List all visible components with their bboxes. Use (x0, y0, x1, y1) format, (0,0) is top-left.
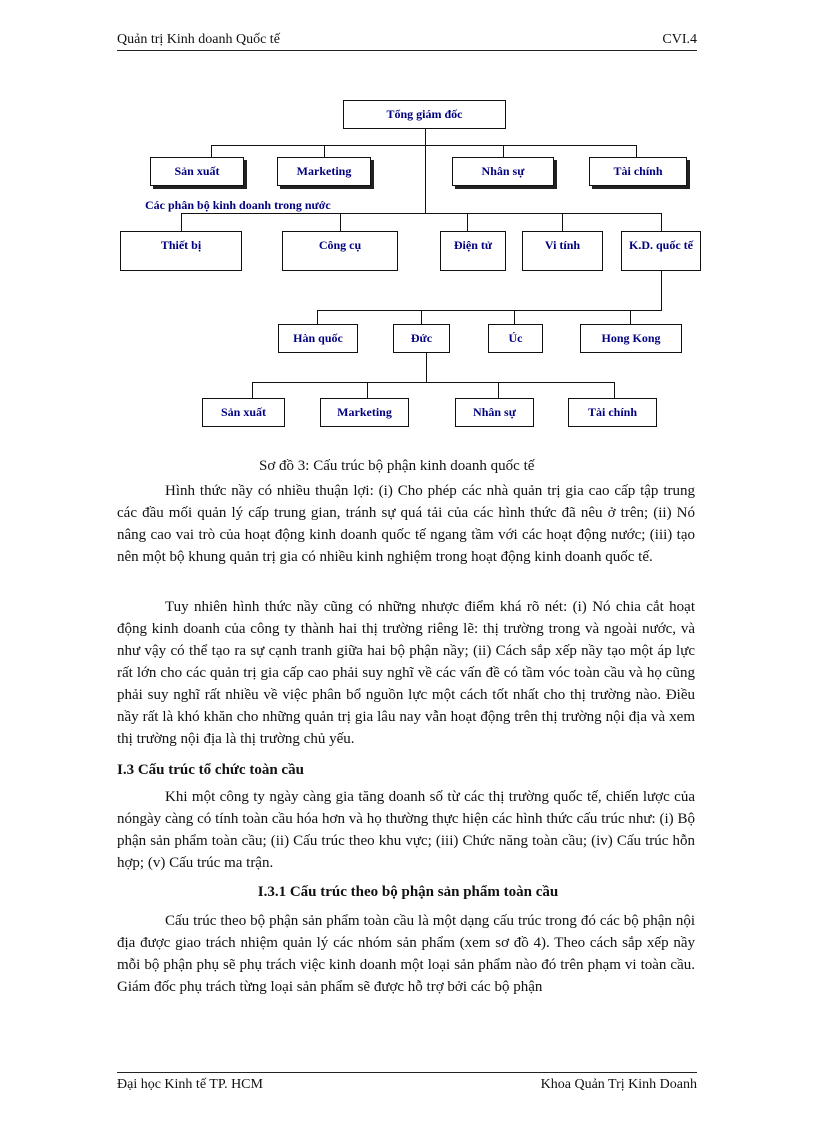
paragraph: Tuy nhiên hình thức nầy cũng có những nhược điểm khá rõ nét: (i) Nó chia cắt hoạt động kinh doanh của công ty thành hai thị trường riêng lẽ: thị trường trong và ngoài nước, và như vậy có thể tạo ra sự cạnh tranh giữa hai bộ phận nầy; (ii) Cách sắp xếp nầy tạo một áp lực rất lớn cho các quản trị gia cấp cao phải suy nghĩ về các vấn đề có tầm vóc toàn cầu và họ cũng phải suy nghĩ rất nhiều về việc phân bổ nguồn lực một cách tốt nhất cho thị trường nào. Điều nầy rất là khó khăn cho những quản trị gia lâu nay vẫn hoạt động trên thị trường nội địa và xem thị trường nội địa là thị trường chủ yếu. (117, 599, 695, 747)
connector (467, 213, 468, 231)
connector (317, 310, 318, 324)
box-computing: Vi tính (522, 231, 603, 271)
connector (661, 270, 662, 310)
box-de-finance: Tài chính (568, 398, 657, 427)
connector (630, 310, 631, 324)
box-production: Sản xuất (150, 157, 244, 186)
connector (340, 213, 341, 231)
box-general-director: Tổng giám đốc (343, 100, 506, 129)
connector (562, 213, 563, 231)
connector (425, 128, 426, 214)
connector (367, 382, 368, 398)
footer-faculty: Khoa Quản Trị Kinh Doanh (540, 1077, 697, 1092)
connector (614, 382, 615, 398)
connector (661, 213, 662, 231)
connector (252, 382, 614, 383)
connector (181, 213, 661, 214)
connector (211, 145, 636, 146)
box-finance: Tài chính (589, 157, 687, 186)
connector (514, 310, 515, 324)
subsection-heading: I.3.1 Cấu trúc theo bộ phận sản phẩm toàn cầu (257, 884, 559, 900)
box-germany: Đức (393, 324, 450, 353)
box-australia: Úc (488, 324, 543, 353)
box-de-hr: Nhân sự (455, 398, 534, 427)
figure-caption: Sơ đồ 3: Cấu trúc bộ phận kinh doanh quốc tế (259, 458, 535, 474)
header-title: Quản trị Kinh doanh Quốc tế (117, 32, 280, 47)
org-chart (0, 0, 816, 450)
connector (498, 382, 499, 398)
header-page-code: CVI.4 (662, 32, 697, 47)
connector (421, 310, 422, 324)
box-international-business: K.D. quốc tế (621, 231, 701, 271)
connector (181, 213, 182, 231)
box-hong-kong: Hong Kong (580, 324, 682, 353)
section-heading: I.3 Cấu trúc tổ chức toàn cầu (117, 762, 304, 778)
box-korea: Hàn quốc (278, 324, 358, 353)
footer-university: Đại học Kinh tế TP. HCM (117, 1077, 263, 1092)
connector (317, 310, 662, 311)
connector (426, 353, 427, 382)
connector (252, 382, 253, 398)
box-equipment: Thiết bị (120, 231, 242, 271)
paragraph: Hình thức nầy có nhiều thuận lợi: (i) Cho phép các nhà quản trị gia cao cấp tập trung các đầu mối quản lý cấp trung gian, tránh sự quá tải của các hình thức đã nêu ở trên; (ii) Nó nâng cao vai trò của hoạt động kinh doanh quốc tế ngang tầm với các hoạt động nước; (iii) tạo nên một bộ khung quản trị gia có nhiều kinh nghiệm trong hoạt động kinh doanh quốc tế. (117, 483, 695, 565)
box-hr: Nhân sự (452, 157, 554, 186)
box-de-marketing: Marketing (320, 398, 409, 427)
paragraph: Khi một công ty ngày càng gia tăng doanh số từ các thị trường quốc tế, chiến lược của nóngày càng có tính toàn cầu hóa hơn và họ thường thực hiện các hình thức cấu trúc như: (i) Bộ phận sản phẩm toàn cầu; (ii) Cấu trúc theo khu vực; (iii) Chức năng toàn cầu; (iv) Cấu trúc hỗn hợp; (v) Cấu trúc ma trận. (117, 789, 695, 871)
box-marketing: Marketing (277, 157, 371, 186)
paragraph: Cấu trúc theo bộ phận sản phẩm toàn cầu là một dạng cấu trúc trong đó các bộ phận nội địa được giao trách nhiệm quản lý các nhóm sản phẩm (xem sơ đồ 4). Theo cách sắp xếp nầy mỗi bộ phận phụ sẽ phụ trách việc kinh doanh một loại sản phẩm nào đó trên phạm vi toàn cầu. Giám đốc phụ trách từng loại sản phẩm sẽ được hỗ trợ bởi các bộ phận (117, 913, 695, 995)
box-electronics: Điện tử (440, 231, 506, 271)
domestic-divisions-label: Các phân bộ kinh doanh trong nước (145, 198, 331, 212)
page-footer (117, 1072, 697, 1097)
box-de-production: Sản xuất (202, 398, 285, 427)
box-tools: Công cụ (282, 231, 398, 271)
